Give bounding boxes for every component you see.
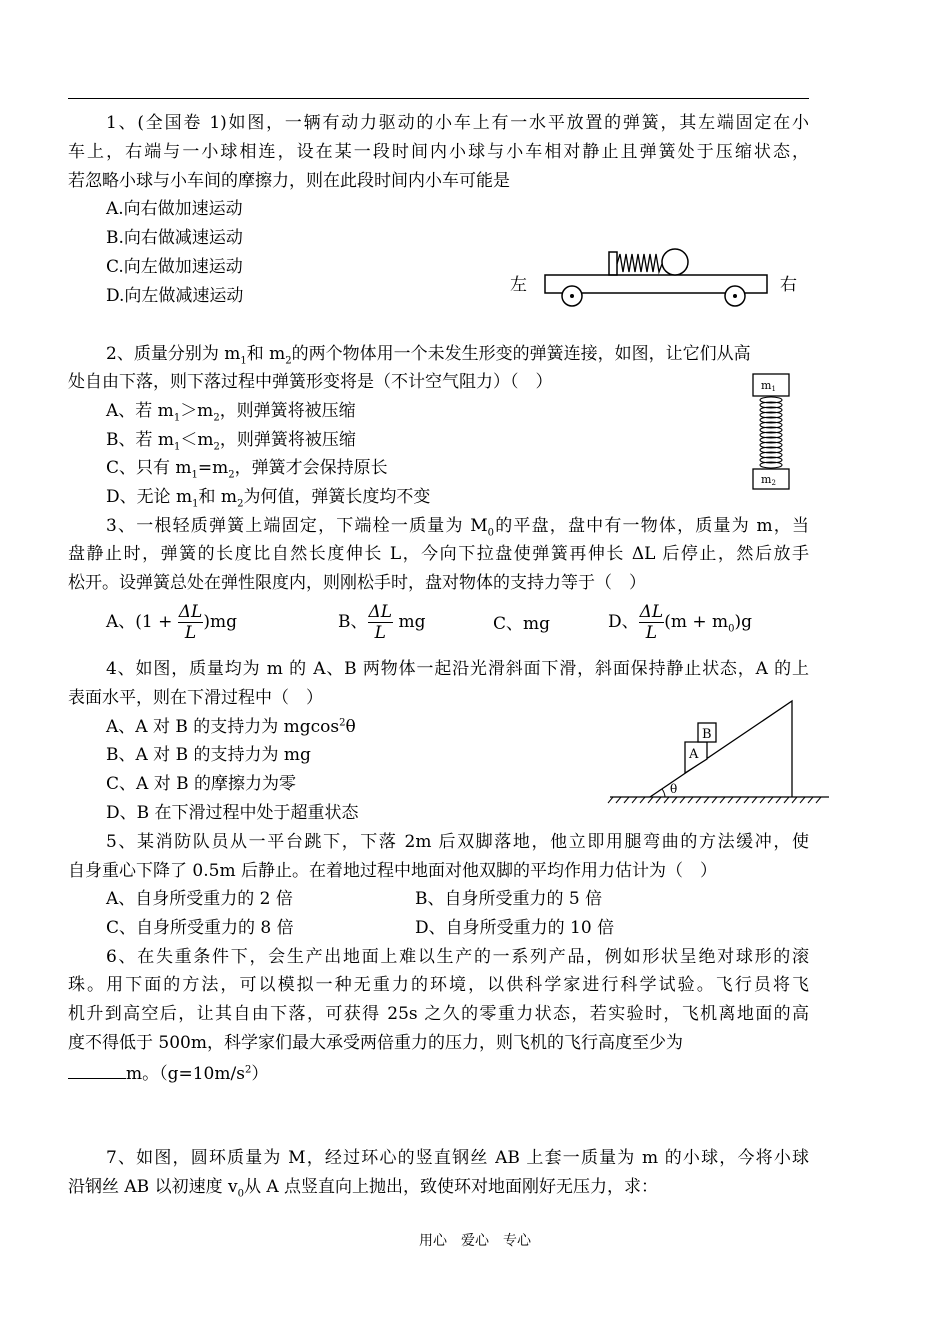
q2-line-1: 2、质量分别为 $m_1$和 $m_2$的两个物体用一个未发生形变的弹簧连接，如图，让它们从高 [106, 344, 751, 367]
q6-line-3: 机升到高空后，让其自由下落，可获得 25s 之久的零重力状态，若实验时，飞机离地面的高 [68, 1004, 809, 1024]
cart-spring-figure [505, 238, 805, 318]
block-a-label: A [689, 747, 699, 762]
q6-line-5: m。$(g=10m/s^2)$ [68, 1062, 268, 1084]
two-mass-spring-figure [750, 372, 792, 492]
q3-option-c: C、mg [493, 614, 551, 634]
mass-bottom-label: m [761, 473, 772, 486]
q2-option-d: D、无论 $m_1$和 $m_2$为何值，弹簧长度均不变 [106, 487, 431, 510]
incline-figure [605, 698, 833, 808]
q2-option-a: A、若 $m_1>m_2$，则弹簧将被压缩 [106, 401, 356, 424]
q2-option-b: B、若 $m_1<m_2$，则弹簧将被压缩 [106, 430, 356, 453]
q5-option-a: A、自身所受重力的 2 倍 [106, 889, 293, 909]
q4-line-2: 表面水平，则在下滑过程中（ ） [68, 688, 323, 708]
svg-text:m2: m2 [761, 473, 776, 487]
q1-line-3: 若忽略小球与小车间的摩擦力，则在此段时间内小车可能是 [68, 171, 510, 191]
q4-option-c: C、A 对 B 的摩擦力为零 [106, 774, 296, 794]
q3-line-3: 松开。设弹簧总处在弹性限度内，则刚松手时，盘对物体的支持力等于（ ） [68, 573, 646, 593]
angle-theta-label: θ [670, 782, 678, 796]
q6-line-4: 度不得低于 500m，科学家们最大承受两倍重力的压力，则飞机的飞行高度至少为 [68, 1033, 683, 1053]
q7-line-1: 7、如图，圆环质量为 M，经过环心的竖直钢丝 AB 上套一质量为 m 的小球，今将小球 [106, 1148, 809, 1168]
q1-line-1: 1、(全国卷 1)如图，一辆有动力驱动的小车上有一水平放置的弹簧，其左端固定在小 [106, 113, 809, 133]
q5-option-d: D、自身所受重力的 10 倍 [415, 918, 615, 938]
q3-line-2: 盘静止时，弹簧的长度比自然长度伸长 L，今向下拉盘使弹簧再伸长 ΔL 后停止，然后放手 [68, 544, 809, 564]
q2-option-c: C、只有 $m_1=m_2$，弹簧才会保持原长 [106, 458, 388, 481]
q5-option-c: C、自身所受重力的 8 倍 [106, 918, 294, 938]
q1-line-2: 车上，右端与一小球相连，设在某一段时间内小球与小车相对静止且弹簧处于压缩状态， [68, 142, 809, 162]
mass-top-label: m [761, 379, 772, 392]
q1-option-d: D.向左做减速运动 [106, 286, 244, 306]
q4-option-a: A、A 对 B 的支持力为 mgcos$^2$θ [106, 717, 356, 737]
block-b-label: B [702, 727, 712, 742]
q3-option-a: A、(1 + $\frac{\Delta L}{L}$ )mg [106, 602, 237, 643]
q1-option-b: B.向右做减速运动 [106, 228, 243, 248]
q5-line-1: 5、某消防队员从一平台跳下，下落 2m 后双脚落地，他立即用腿弯曲的方法缓冲，使 [106, 832, 809, 852]
q3-option-d: D、 $\frac{\Delta L}{L}$ $(m + m_0)g$ [608, 602, 753, 643]
q4-option-d: D、B 在下滑过程中处于超重状态 [106, 803, 359, 823]
q4-line-1: 4、如图，质量均为 m 的 A、B 两物体一起沿光滑斜面下滑，斜面保持静止状态，A 的上 [106, 659, 809, 679]
q4-option-b: B、A 对 B 的支持力为 mg [106, 745, 311, 765]
header-rule [68, 98, 809, 99]
cart-label-left: 左 [510, 275, 527, 295]
q1-option-c: C.向左做加速运动 [106, 257, 243, 277]
q7-line-2: 沿钢丝 AB 以初速度 $v_0$从 A 点竖直向上抛出，致使环对地面刚好无压力，求： [68, 1177, 659, 1200]
q2-line-2: 处自由下落，则下落过程中弹簧形变将是（不计空气阻力）（ ） [68, 372, 553, 392]
q3-line-1: 3、一根轻质弹簧上端固定，下端栓一质量为 $M_0$的平盘，盘中有一物体，质量为 m，当 [106, 516, 809, 539]
q6-line-2: 珠。用下面的方法，可以模拟一种无重力的环境，以供科学家进行科学试验。飞行员将飞 [68, 975, 809, 995]
q3-option-b: B、 $\frac{\Delta L}{L}$ mg [338, 602, 426, 643]
cart-label-right: 右 [780, 275, 797, 295]
q5-line-2: 自身重心下降了 0.5m 后静止。在着地过程中地面对他双脚的平均作用力估计为（ ） [68, 861, 717, 881]
svg-text:m1: m1 [761, 379, 776, 393]
page-footer: 用心 爱心 专心 [419, 1233, 531, 1249]
q5-option-b: B、自身所受重力的 5 倍 [415, 889, 603, 909]
q6-line-1: 6、在失重条件下，会生产出地面上难以生产的一系列产品，例如形状呈绝对球形的滚 [106, 947, 809, 967]
answer-blank[interactable] [68, 1062, 126, 1079]
q1-option-a: A.向右做加速运动 [106, 199, 243, 219]
